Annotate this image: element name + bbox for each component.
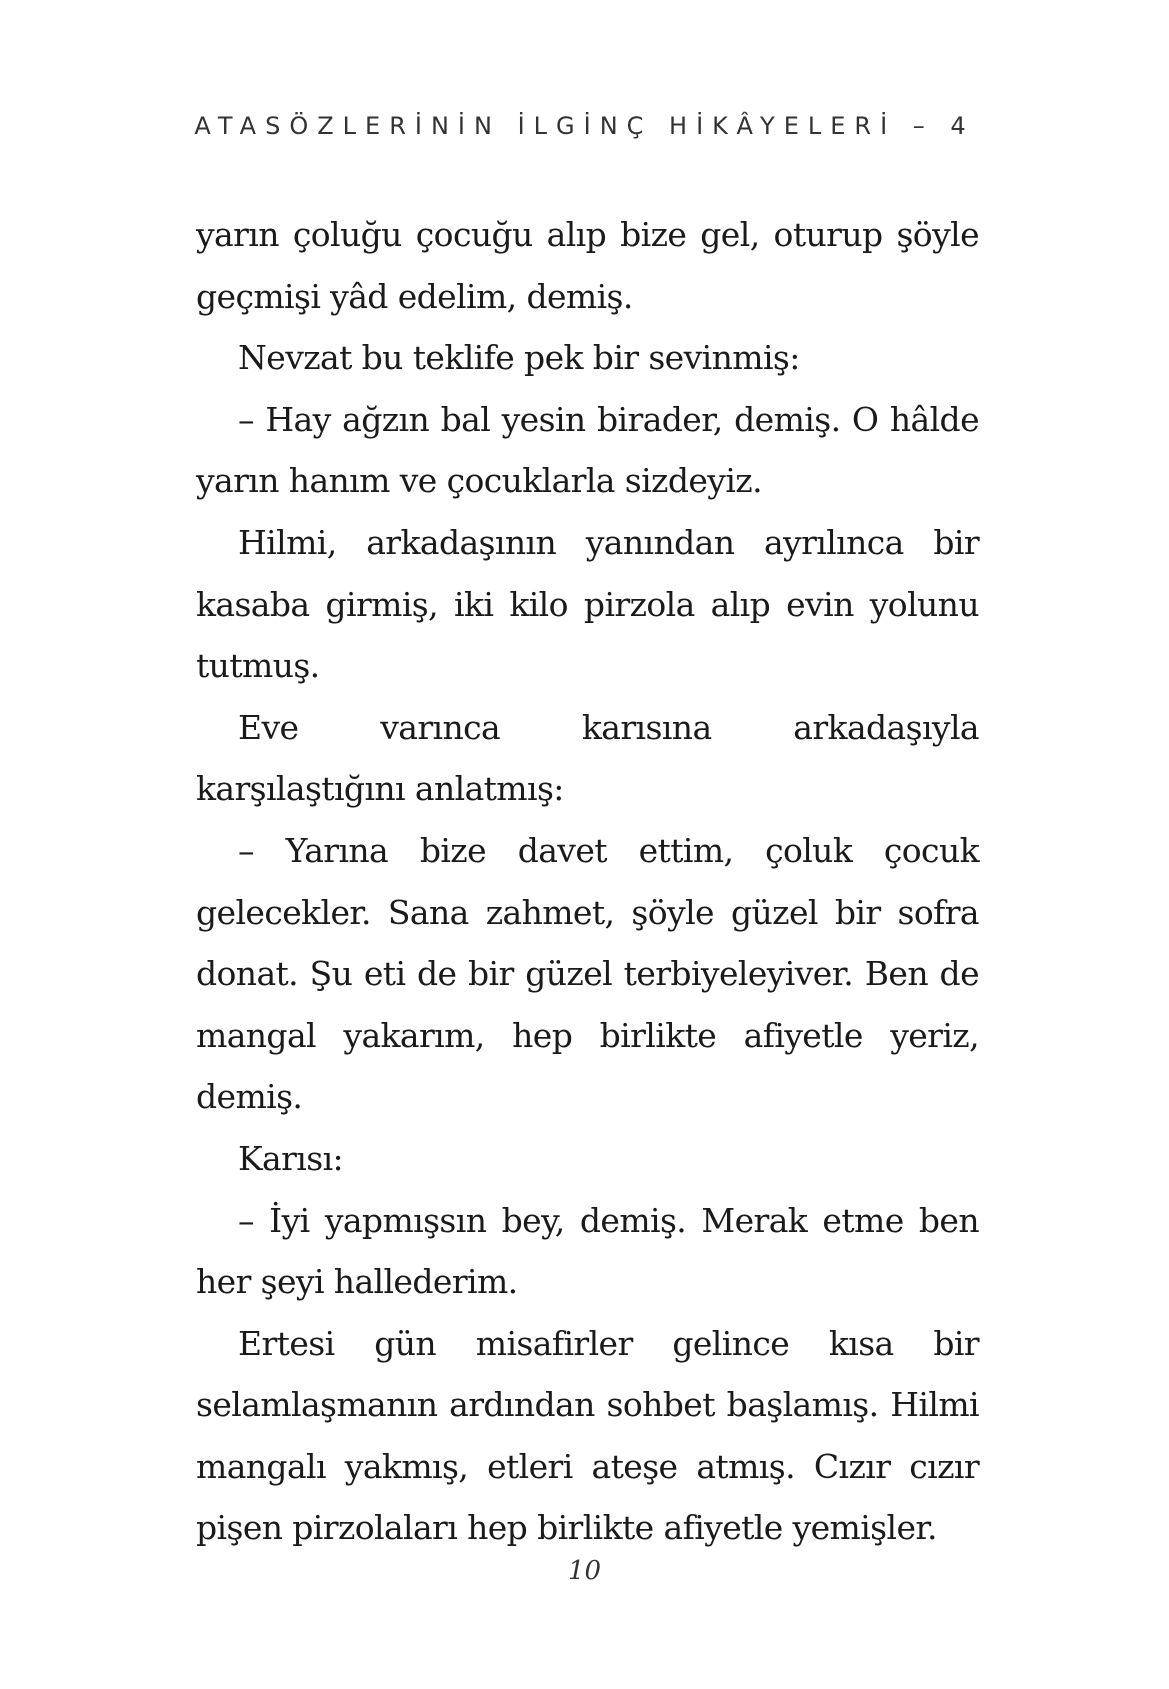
paragraph: Karısı: [238, 1138, 344, 1178]
paragraph: Hilmi, arkadaşının yanından ayrılınca bir kasaba girmiş, iki kilo pirzola alıp evin yolunu tutmuş. [196, 522, 979, 686]
page-number: 10 [567, 1556, 602, 1586]
paragraph: – İyi yapmışsın bey, demiş. Merak etme ben her şeyi hallederim. [196, 1200, 979, 1302]
paragraph: Eve varınca karısına arkadaşıyla karşılaştığını anlatmış: [196, 707, 979, 809]
paragraph: – Hay ağzın bal yesin birader, demiş. O hâlde yarın hanım ve çocuklarla sizdeyiz. [196, 399, 979, 501]
body-text [196, 204, 979, 1559]
running-header: ATASÖZLERİNİN İLGİNÇ HİKÂYELERİ – 4 [194, 112, 975, 140]
paragraph: – Yarına bize davet ettim, çoluk çocuk gelecekler. Sana zahmet, şöyle güzel bir sofra donat. Şu eti de bir güzel terbiyeleyiver. Ben de mangal yakarım, hep birlikte afiyetle yeriz, demiş. [196, 830, 979, 1117]
paragraph: yarın çoluğu çocuğu alıp bize gel, oturup şöyle geçmişi yâd edelim, demiş. [196, 215, 979, 316]
paragraph: Ertesi gün misafirler gelince kısa bir selamlaşmanın ardından sohbet başlamış. Hilmi mangalı yakmış, etleri ateşe atmış. Cızır cızır pişen pirzolaları hep birlikte afiyetle yemişler. [196, 1323, 979, 1548]
paragraph: Nevzat bu teklife pek bir sevinmiş: [238, 338, 800, 378]
